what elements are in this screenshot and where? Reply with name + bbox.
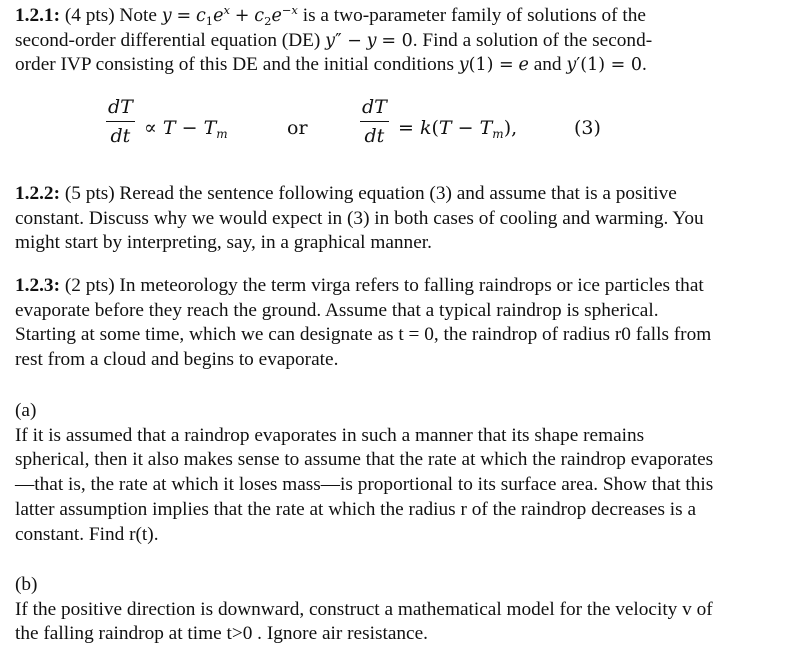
question-1-2-2 (15, 182, 780, 256)
question-1-2-1 (15, 4, 780, 78)
q121-eq: = (176, 6, 192, 26)
q121-e2: e (271, 6, 282, 26)
q121-e1-sup: x (223, 3, 230, 17)
q123-line-1 (15, 274, 780, 299)
q121-c2-sub: 2 (264, 14, 272, 28)
q121-line3a: order IVP consisting of this DE and the initial conditions (15, 54, 454, 76)
part-a-line-5: constant. Find r(t). (15, 523, 159, 545)
newton-cooling-expression (398, 115, 517, 141)
equation-number (574, 115, 601, 141)
q121-de-eq: = 0 (381, 30, 413, 51)
part-b-line-2: the falling raindrop at time t>0 . Ignore air resistance. (15, 623, 428, 645)
question-1-2-3 (15, 274, 780, 373)
eq-minus1: − (181, 117, 198, 139)
eq-T1: T (162, 117, 176, 139)
q122-label: 1.2.2: (15, 183, 60, 204)
q121-ic2-arg: ′(1) = 0 (576, 55, 642, 76)
q121-pts: (4 pts) Note (64, 5, 157, 26)
part-b-line-1: If the positive direction is downward, construct a mathematical model for the velocity v of (15, 598, 713, 620)
part-a-line-1: If it is assumed that a raindrop evaporates in such a manner that its shape remains (15, 424, 645, 446)
part-a-label: (a) (15, 400, 37, 421)
q121-line1-rest: is a two-parameter family of solutions of the (302, 5, 646, 26)
eq-Tm1: T (203, 117, 217, 139)
eq-minus2: − (457, 117, 474, 139)
q121-line2a: second-order differential equation (DE) (15, 29, 321, 51)
equation-3 (0, 96, 792, 162)
part-a (15, 399, 780, 547)
fraction-dT-dt-1 (106, 96, 135, 147)
q123-line-2: evaporate before they reach the ground. Assume that a typical raindrop is spherical. (15, 299, 659, 321)
q121-label: 1.2.1: (15, 5, 60, 26)
q123-line-4: rest from a cloud and begins to evaporate. (15, 349, 339, 371)
q121-ic1-y: y (458, 55, 469, 76)
or-text: or (287, 117, 308, 139)
eq2-equals: = (398, 117, 414, 139)
proportional-expression (144, 115, 228, 141)
q121-ic1-arg: (1) = (468, 55, 514, 76)
q121-line3c: . (641, 54, 647, 76)
part-a-line-3: —that is, the rate at which it loses mass—is proportional to its surface area. Show that this (15, 474, 714, 496)
q121-c1-sub: 1 (205, 14, 214, 28)
q121-ic2-y: y (566, 55, 577, 76)
q123-line-3: Starting at some time, which we can designate as t = 0, the raindrop of radius r0 falls from (15, 324, 712, 346)
frac1-bar (106, 121, 135, 122)
q123-label: 1.2.3: (15, 275, 60, 296)
frac2-numerator: dT (362, 96, 387, 118)
q121-c1: c (195, 6, 206, 26)
eq-T2: T (438, 117, 452, 139)
eq-paren-open: ( (431, 117, 439, 139)
q122-line1: (5 pts) Reread the sentence following equation (3) and assume that is a positive (64, 183, 677, 204)
eq-Tm1-sub: m (216, 127, 228, 141)
equation-number-text: (3) (574, 117, 601, 139)
part-b (15, 573, 780, 647)
q122-line-3: might start by interpreting, say, in a graphical manner. (15, 232, 432, 254)
q123-line1: (2 pts) In meteorology the term virga refers to falling raindrops or ice particles that (64, 275, 704, 296)
frac1-numerator: dT (108, 96, 133, 118)
q121-e1: e (213, 6, 224, 26)
q121-de-y2: y (366, 30, 377, 51)
prop-symbol: ∝ (144, 117, 157, 139)
part-b-label: (b) (15, 574, 38, 595)
eq-k: k (419, 117, 432, 139)
q122-line-1 (15, 182, 780, 207)
q121-line3b: and (533, 54, 562, 76)
part-a-line-4: latter assumption implies that the rate at which the radius r of the raindrop decreases is a (15, 498, 697, 520)
q121-c2: c (254, 6, 265, 26)
fraction-dT-dt-2 (360, 96, 389, 147)
or-word (287, 115, 308, 141)
frac2-denominator: dt (364, 125, 385, 148)
q121-ic1-e: e (518, 55, 529, 76)
q121-line-3 (15, 53, 780, 78)
q121-de-y: y (325, 30, 336, 51)
frac2-bar (360, 121, 389, 122)
eq-Tm2-sub: m (492, 127, 504, 141)
q122-line-2: constant. Discuss why we would expect in (3) in both cases of cooling and warming. You (15, 207, 704, 229)
frac1-denominator: dt (110, 125, 131, 148)
q121-e2-sup: −x (281, 3, 298, 17)
eq-paren-close: ), (503, 117, 518, 139)
q121-line-1 (15, 4, 780, 29)
part-a-line-2: spherical, then it also makes sense to assume that the rate at which the raindrop evaporates (15, 449, 714, 471)
q121-y: y (161, 6, 172, 26)
q121-de-prime: ″ − (335, 30, 362, 51)
q121-plus: + (234, 6, 250, 26)
eq-Tm2: T (479, 117, 493, 139)
q121-line2b: . Find a solution of the second- (412, 29, 653, 51)
q121-line-2 (15, 29, 780, 54)
